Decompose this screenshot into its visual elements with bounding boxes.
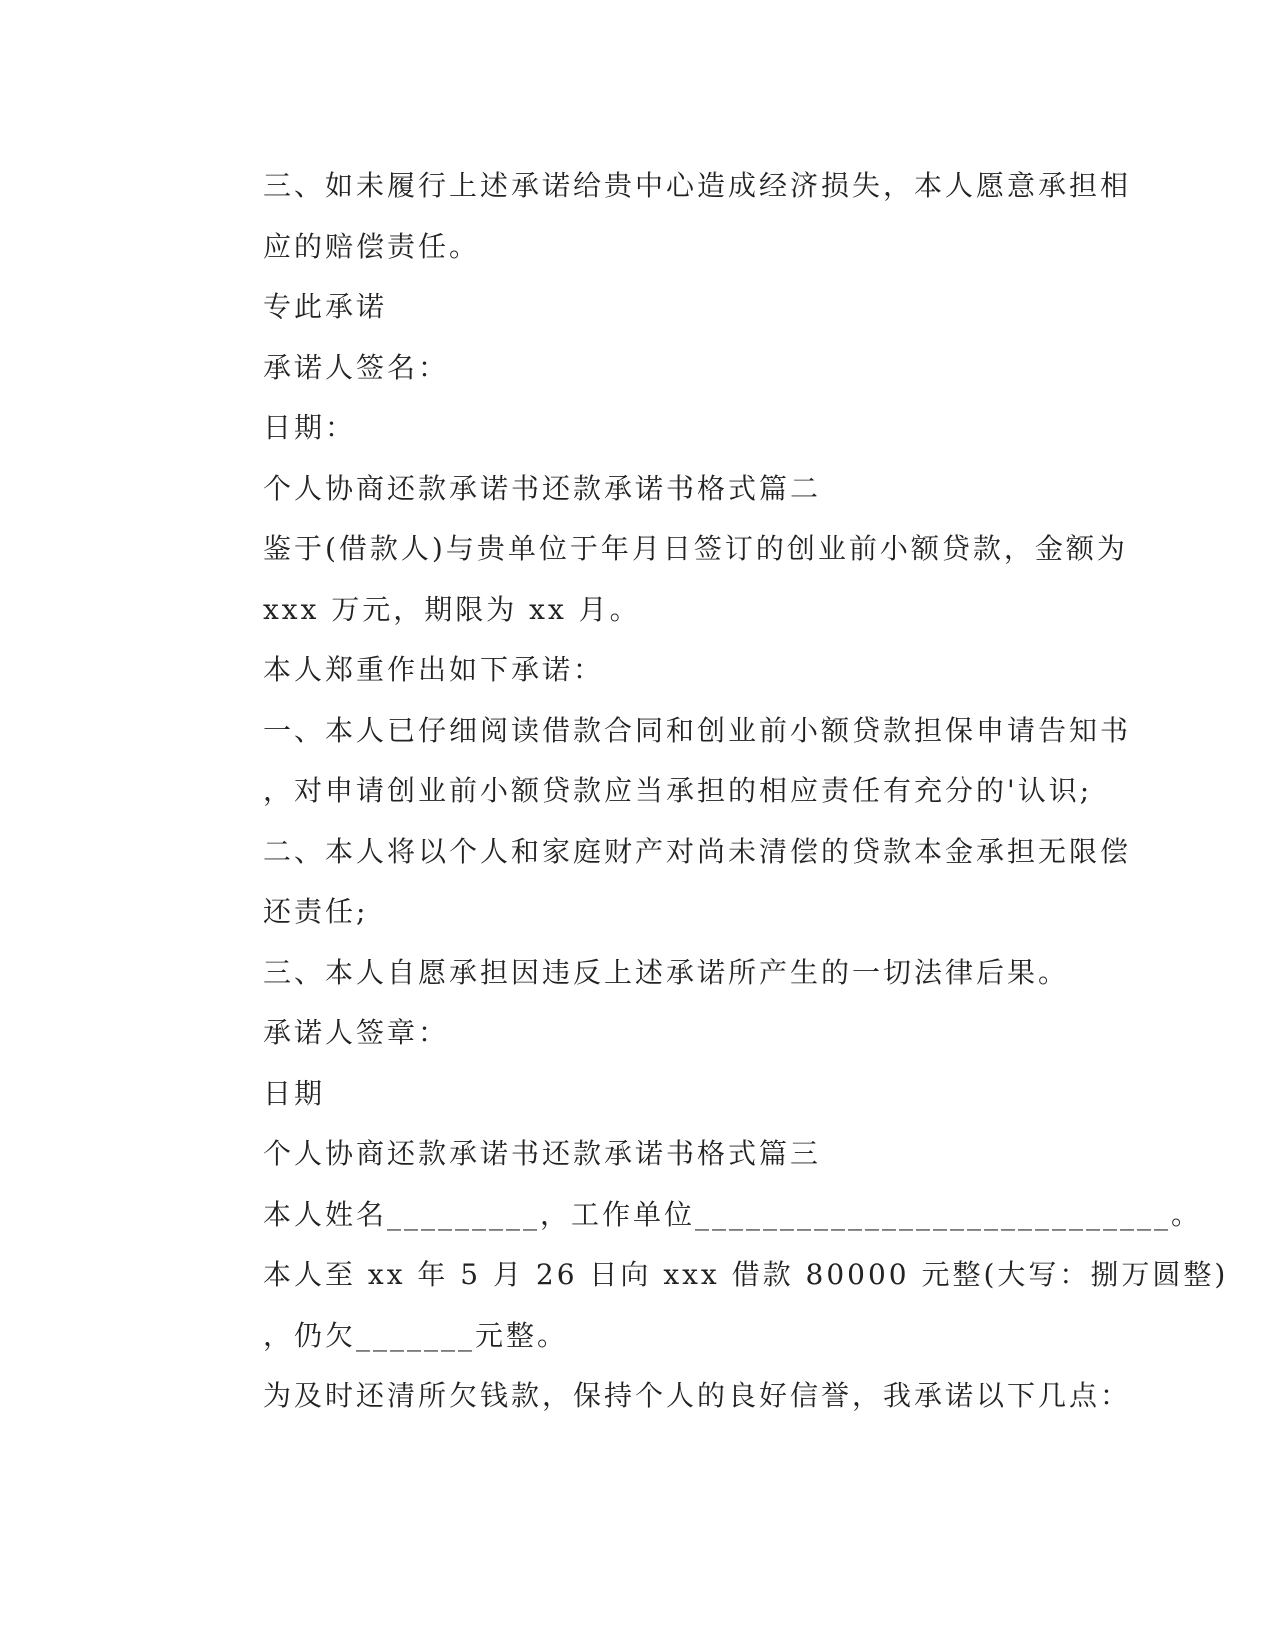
text-line: 日期： bbox=[263, 411, 357, 444]
text-line: 一、本人已仔细阅读借款合同和创业前小额贷款担保申请告知书 bbox=[263, 713, 1132, 747]
date-label-two bbox=[188, 1064, 1073, 1125]
paragraph-clause-three-compensation bbox=[188, 156, 1132, 277]
text-line: 二、本人将以个人和家庭财产对尚未清偿的贷款本金承担无限偿 bbox=[263, 834, 1132, 868]
paragraph-hereby-promise bbox=[188, 277, 1073, 338]
paragraph-clause-two bbox=[188, 822, 1132, 943]
paragraph-solemn-promise bbox=[188, 640, 1073, 701]
document-body bbox=[188, 156, 1229, 1427]
text-line: ，对申请创业前小额贷款应当承担的相应责任有充分的'认识; bbox=[263, 774, 1093, 807]
text-line: 专此承诺 bbox=[263, 290, 388, 323]
text-line: 承诺人签名： bbox=[263, 350, 450, 384]
text-line: 本人至 xx 年 5 月 26 日向 xxx 借款 80000 元整(大写：捌万圆整) bbox=[263, 1258, 1229, 1291]
text-line: 本人姓名_________，工作单位____________________________。 bbox=[263, 1197, 1203, 1231]
paragraph-loan-amount bbox=[188, 1245, 1229, 1366]
text-line: 还责任; bbox=[263, 895, 369, 928]
section-heading-three bbox=[188, 1124, 1073, 1185]
text-line: xxx 万元，期限为 xx 月。 bbox=[263, 592, 641, 626]
section-heading-two bbox=[188, 459, 1073, 520]
paragraph-name-employer bbox=[188, 1185, 1203, 1246]
text-line: 日期 bbox=[263, 1076, 326, 1110]
paragraph-repayment-promise bbox=[188, 1366, 1132, 1427]
text-line: 鉴于(借款人)与贵单位于年月日签订的创业前小额贷款，金额为 bbox=[263, 532, 1128, 565]
paragraph-clause-three-legal bbox=[188, 943, 1073, 1004]
paragraph-clause-one bbox=[188, 701, 1132, 822]
text-line: ，仍欠_______元整。 bbox=[263, 1318, 569, 1352]
text-line: 承诺人签章： bbox=[263, 1016, 450, 1049]
text-line: 应的赔偿责任。 bbox=[263, 229, 481, 263]
text-line: 三、如未履行上述承诺给贵中心造成经济损失，本人愿意承担相 bbox=[263, 169, 1132, 202]
text-line: 为及时还清所欠钱款，保持个人的良好信誉，我承诺以下几点： bbox=[263, 1379, 1132, 1412]
text-line: 三、本人自愿承担因违反上述承诺所产生的一切法律后果。 bbox=[263, 955, 1070, 989]
date-label bbox=[188, 398, 1073, 459]
paragraph-loan-terms bbox=[188, 519, 1128, 640]
seal-label bbox=[188, 1003, 1073, 1064]
text-line: 个人协商还款承诺书还款承诺书格式篇三 bbox=[263, 1137, 822, 1170]
text-line: 本人郑重作出如下承诺： bbox=[263, 653, 605, 686]
text-line: 个人协商还款承诺书还款承诺书格式篇二 bbox=[263, 471, 822, 505]
signature-label bbox=[188, 338, 1073, 399]
